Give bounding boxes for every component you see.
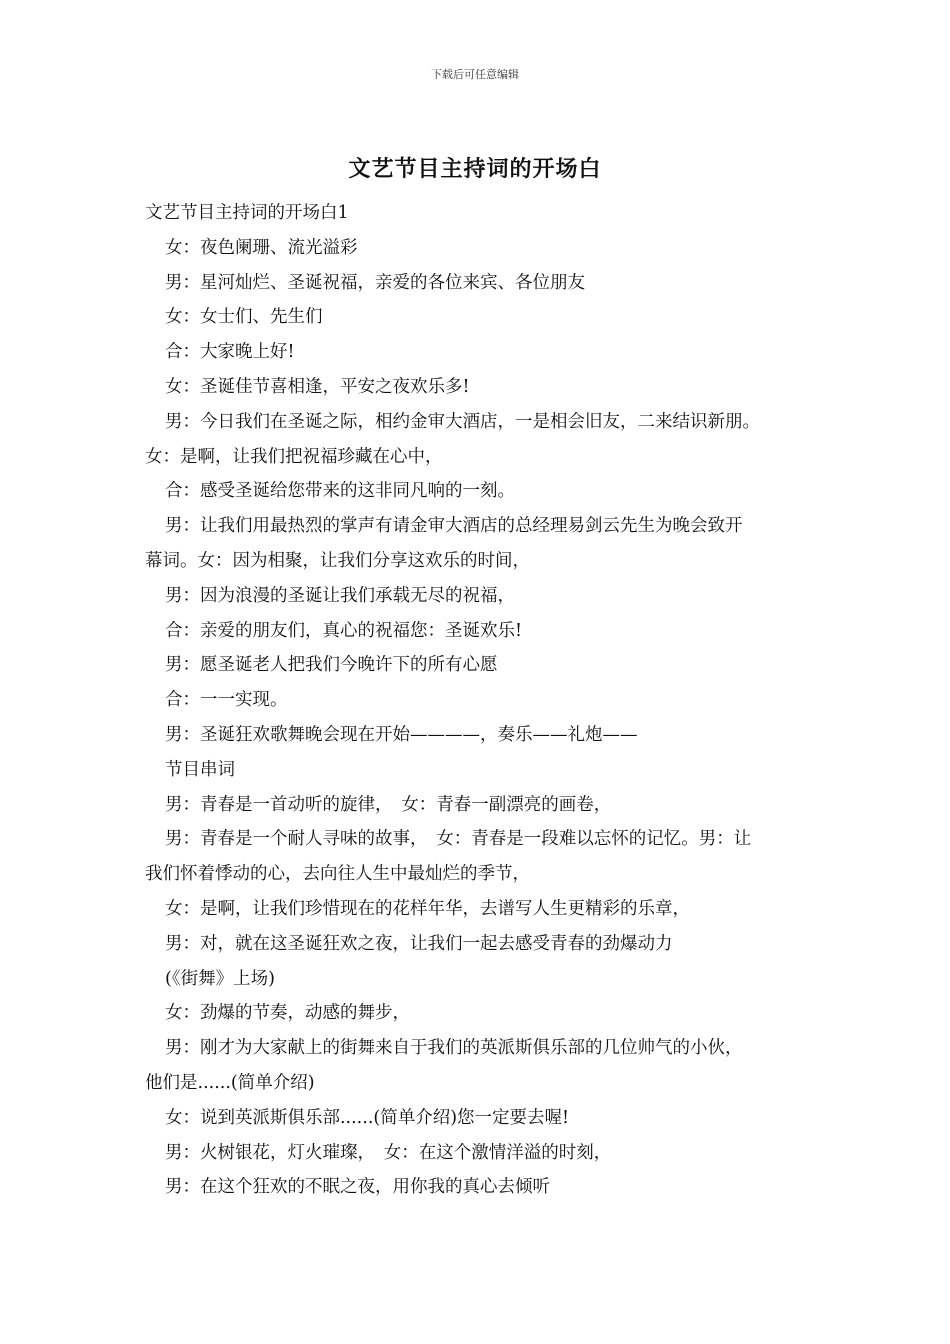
body-line: 女：夜色阑珊、流光溢彩 <box>165 237 358 258</box>
body-line: 男：愿圣诞老人把我们今晚许下的所有心愿 <box>165 655 498 676</box>
body-line: 他们是......(简单介绍) <box>145 1072 315 1093</box>
body-line: 男：对，就在这圣诞狂欢之夜，让我们一起去感受青春的劲爆动力 <box>165 933 673 954</box>
document-body <box>145 196 825 1205</box>
body-line: 女：圣诞佳节喜相逢，平安之夜欢乐多! <box>165 376 470 397</box>
body-line: 女：说到英派斯俱乐部......(简单介绍)您一定要去喔! <box>165 1107 570 1128</box>
body-line: (《街舞》上场) <box>165 968 275 989</box>
body-line: 男：刚才为大家献上的街舞来自于我们的英派斯俱乐部的几位帅气的小伙， <box>165 1038 743 1059</box>
body-line: 男：圣诞狂欢歌舞晚会现在开始————，奏乐——礼炮—— <box>165 724 638 745</box>
body-line: 女：是啊，让我们把祝福珍藏在心中， <box>145 446 443 467</box>
body-line: 男：在这个狂欢的不眠之夜，用你我的真心去倾听 <box>165 1177 550 1198</box>
body-line: 女：女士们、先生们 <box>165 307 323 328</box>
body-line: 合：亲爱的朋友们，真心的祝福您：圣诞欢乐! <box>165 620 523 641</box>
body-line: 女：劲爆的节奏，动感的舞步， <box>165 1003 410 1024</box>
body-line: 男：青春是一首动听的旋律， 女：青春一副漂亮的画卷， <box>165 794 612 815</box>
body-line: 文艺节目主持词的开场白1 <box>145 203 349 223</box>
document-title: 文艺节目主持词的开场白 <box>348 156 602 182</box>
body-line: 男：今日我们在圣诞之际，相约金审大酒店，一是相会旧友，二来结识新朋。 <box>165 411 760 432</box>
body-line: 男：火树银花，灯火璀璨， 女：在这个激情洋溢的时刻， <box>165 1142 612 1163</box>
body-line: 合：大家晚上好! <box>165 342 295 363</box>
body-line: 合：感受圣诞给您带来的这非同凡响的一刻。 <box>165 481 515 502</box>
body-line: 男：因为浪漫的圣诞让我们承载无尽的祝福， <box>165 585 515 606</box>
body-line: 男：让我们用最热烈的掌声有请金审大酒店的总经理易剑云先生为晚会致开 <box>165 516 743 537</box>
body-line: 男：星河灿烂、圣诞祝福，亲爱的各位来宾、各位朋友 <box>165 272 585 293</box>
body-line: 合：一一实现。 <box>165 690 288 711</box>
body-line: 我们怀着悸动的心，去向往人生中最灿烂的季节， <box>145 864 530 885</box>
body-line: 女：是啊，让我们珍惜现在的花样年华，去谱写人生更精彩的乐章， <box>165 898 690 919</box>
body-line: 节目串词 <box>165 759 235 780</box>
body-line: 男：青春是一个耐人寻味的故事， 女：青春是一段难以忘怀的记忆。男：让 <box>165 829 752 850</box>
header-note: 下载后可任意编辑 <box>431 68 519 81</box>
body-line: 幕词。女：因为相聚，让我们分享这欢乐的时间， <box>145 550 530 571</box>
